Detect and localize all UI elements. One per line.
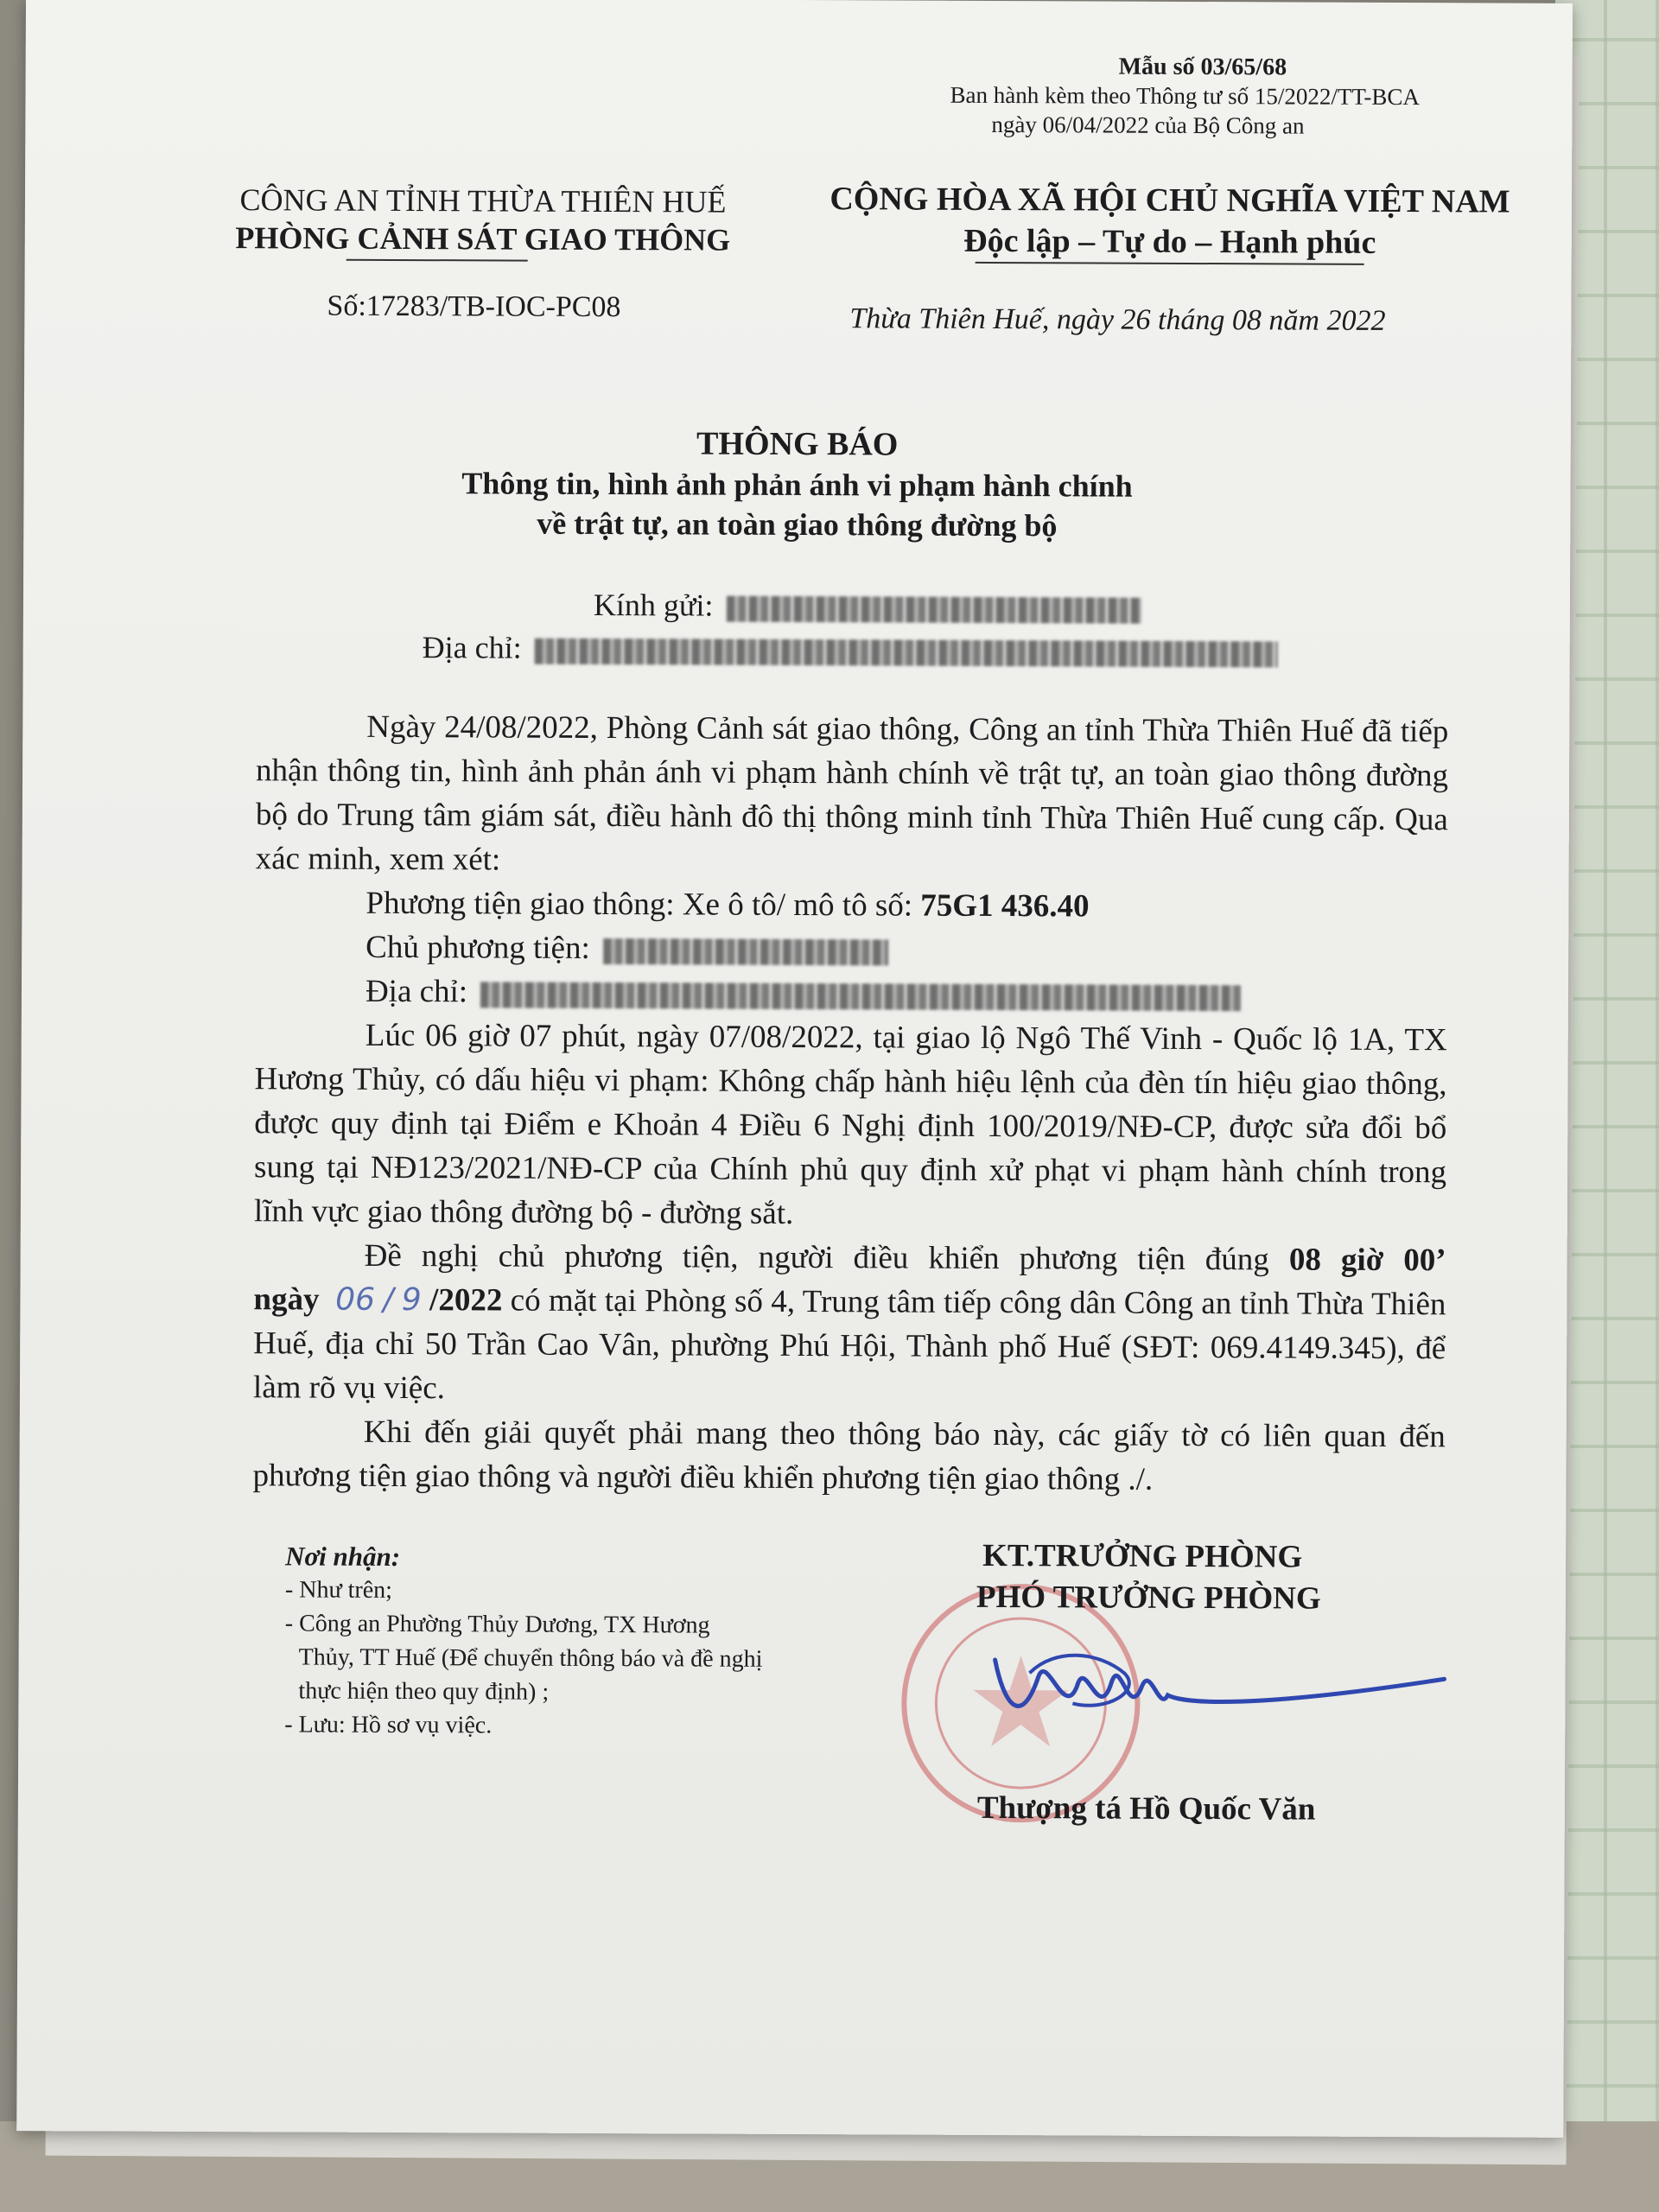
form-basis-line-1: Ban hành kèm theo Thông tư số 15/2022/TT-BCA <box>950 81 1420 111</box>
redacted-addressee <box>726 595 1141 623</box>
nation-name: CỘNG HÒA XÃ HỘI CHỦ NGHĨA VIỆT NAM <box>830 181 1510 220</box>
issuing-agency <box>189 181 777 259</box>
owner-address-label: Địa chỉ: <box>365 973 468 1010</box>
addressee-line <box>594 587 1141 626</box>
addressee-label: Kính gửi: <box>593 587 714 623</box>
recipients-block <box>284 1539 763 1743</box>
place-and-date: Thừa Thiên Huế, ngày 26 tháng 08 năm 2022 <box>849 302 1386 337</box>
document-number: Số:17283/TB-IOC-PC08 <box>327 289 621 324</box>
redacted-owner-address <box>480 982 1241 1011</box>
document-page <box>16 0 1573 2138</box>
body-paragraph-violation: Lúc 06 giờ 07 phút, ngày 07/08/2022, tại giao lộ Ngô Thế Vinh - Quốc lộ 1A, TX Hương Thủy, có dấu hiệu vi phạm: Không chấp hành hiệu lệnh của đèn tín hiệu giao thông, được quy định tại Điểm e Khoản 4 Điều 6 Nghị định 100/2019/NĐ-CP, được sửa đổi bổ sung tại NĐ123/2021/NĐ-CP của Chính phủ quy định xử phạt vi phạm hành chính trong lĩnh vực giao thông đường bộ - đường sắt. <box>253 1017 1447 1231</box>
signer-name: Thượng tá Hồ Quốc Văn <box>976 1789 1316 1827</box>
redacted-address <box>535 638 1278 667</box>
agency-underline <box>346 259 528 262</box>
recipient-item: Thủy, TT Huế (Để chuyển thông báo và đề nghị <box>298 1643 763 1673</box>
recipient-item: - Lưu: Hồ sơ vụ việc. <box>284 1711 493 1739</box>
handwritten-separator: / <box>383 1281 394 1318</box>
summons-text-b: có mặt tại Phòng số 4, Trung tâm tiếp công dân Công an tỉnh Thừa Thiên Huế, địa chỉ 50 Trần Cao Vân, phường Phú Hội, Thành phố Huế (SĐT: 069.4149.345), để làm rõ vụ việc. <box>252 1282 1446 1407</box>
summons-text-a: Đề nghị chủ phương tiện, người điều khiển phương tiện đúng <box>364 1237 1290 1278</box>
agency-parent: CÔNG AN TỈNH THỪA THIÊN HUẾ <box>239 182 727 219</box>
owner-line <box>255 925 1447 974</box>
form-basis-line-2: ngày 06/04/2022 của Bộ Công an <box>991 111 1305 139</box>
body-paragraph-intro: Ngày 24/08/2022, Phòng Cảnh sát giao thông, Công an tỉnh Thừa Thiên Huế đã tiếp nhận thông tin, hình ảnh phản ánh vi phạm hành chính về trật tự, an toàn giao thông đường bộ do Trung tâm giám sát, điều hành đô thị thông minh tỉnh Thừa Thiên Huế cung cấp. Qua xác minh, xem xét: <box>255 709 1449 878</box>
recipients-title: Nơi nhận: <box>285 1541 401 1573</box>
notice-body <box>252 704 1448 1503</box>
handwritten-month: 9 <box>401 1282 422 1319</box>
address-label: Địa chỉ: <box>422 630 522 665</box>
addressee-address-line <box>423 629 1278 669</box>
summons-time: 08 giờ 00’ ngày <box>253 1242 1446 1318</box>
national-header <box>794 178 1546 264</box>
recipient-item: - Công an Phường Thủy Dương, TX Hương <box>284 1610 710 1639</box>
vehicle-line <box>255 880 1447 930</box>
recipient-item: thực hiện theo quy định) ; <box>298 1677 550 1706</box>
owner-label: Chủ phương tiện: <box>365 929 590 966</box>
owner-address-line <box>255 969 1447 1018</box>
body-paragraph-summons <box>253 1233 1446 1414</box>
notice-subtitle-1: Thông tin, hình ảnh phản ánh vi phạm hành chính <box>461 466 1133 504</box>
handwritten-day: 06 <box>335 1281 376 1318</box>
redacted-owner <box>603 938 888 965</box>
signatory-title-2: PHÓ TRƯỞNG PHÒNG <box>976 1579 1321 1617</box>
signatory-title-1: KT.TRƯỞNG PHÒNG <box>982 1537 1303 1575</box>
form-number: Mẫu số 03/65/68 <box>1118 53 1287 81</box>
summons-year: /2022 <box>429 1282 503 1319</box>
vehicle-label: Phương tiện giao thông: Xe ô tô/ mô tô số: <box>365 885 921 924</box>
notice-title: THÔNG BÁO <box>696 425 899 463</box>
notice-subtitle-2: về trật tự, an toàn giao thông đường bộ <box>537 505 1058 543</box>
agency-unit: PHÒNG CẢNH SÁT GIAO THÔNG <box>235 220 731 257</box>
vehicle-plate: 75G1 436.40 <box>920 887 1090 925</box>
national-motto: Độc lập – Tự do – Hạnh phúc <box>963 222 1376 261</box>
recipient-item: - Như trên; <box>284 1576 393 1604</box>
body-paragraph-closing: Khi đến giải quyết phải mang theo thông báo này, các giấy tờ có liên quan đến phương tiện giao thông và người điều khiển phương tiện giao thông ./. <box>252 1414 1446 1497</box>
handwritten-signature-icon <box>977 1625 1462 1757</box>
